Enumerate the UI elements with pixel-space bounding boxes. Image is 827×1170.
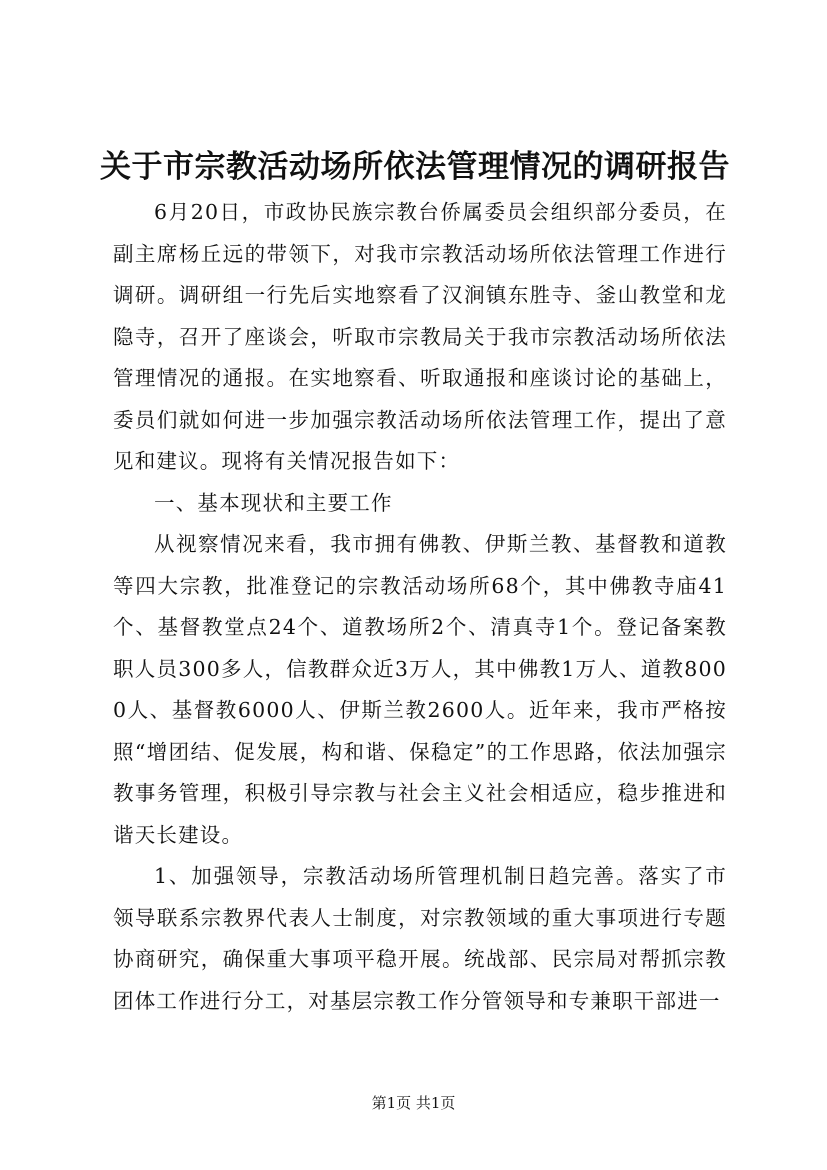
- paragraph-leadership: 1、加强领导，宗教活动场所管理机制日趋完善。落实了市领导联系宗教界代表人士制度，对宗教领域的重大事项进行专题协商研究，确保重大事项平稳开展。统战部、民宗局对帮抓宗教团体工作进行分工，对基层宗教工作分管领导和专兼职干部进一: [113, 864, 727, 1013]
- document-title: 关于市宗教活动场所依法管理情况的调研报告: [100, 149, 730, 185]
- page-footer: 第1页 共1页: [371, 1094, 456, 1112]
- paragraph-status: 从视察情况来看，我市拥有佛教、伊斯兰教、基督教和道教等四大宗教，批准登记的宗教活动场所68个，其中佛教寺庙41个、基督教堂点24个、道教场所2个、清真寺1个。登记备案教职人员300多人，信教群众近3万人，其中佛教1万人、道教8000人、基督教6000人、伊斯兰教2600人。近年来，我市严格按照“增团结、促发展，构和谐、保稳定”的工作思路，依法加强宗教事务管理，积极引导宗教与社会主义社会相适应，稳步推进和谐天长建设。: [113, 532, 727, 847]
- paragraph-intro: 6月20日，市政协民族宗教台侨属委员会组织部分委员，在副主席杨丘远的带领下，对我市宗教活动场所依法管理工作进行调研。调研组一行先后实地察看了汉涧镇东胜寺、釜山教堂和龙隐寺，召开了座谈会，听取市宗教局关于我市宗教活动场所依法管理情况的通报。在实地察看、听取通报和座谈讨论的基础上，委员们就如何进一步加强宗教活动场所依法管理工作，提出了意见和建议。现将有关情况报告如下：: [113, 200, 727, 473]
- document-body: [113, 192, 727, 1022]
- section-heading: 一、基本现状和主要工作: [154, 490, 393, 515]
